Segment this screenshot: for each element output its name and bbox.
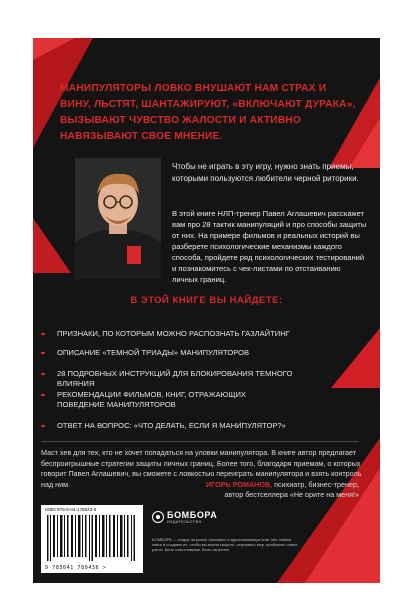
author-bestseller: автор бестселлера «Не орите на меня!» bbox=[224, 490, 359, 499]
barcode-digits: 9 785041 789436 > bbox=[45, 565, 107, 571]
section-title: В ЭТОЙ КНИГЕ ВЫ НАЙДЕТЕ: bbox=[130, 295, 283, 306]
publisher-logo bbox=[167, 510, 217, 524]
isbn-text: ISBN 978-5-04-178943-6 bbox=[45, 507, 97, 512]
publisher-note: БОМБОРА — лидер на рынке полезных и вдохновляющих книг. Мы любим книги и создаем их, чтобы вы могли творить, открывать мир, пробовать новое, расти. Быть счастливыми. Быть на волне. bbox=[152, 537, 299, 553]
triangle-left-middle bbox=[33, 218, 71, 273]
review-quote: Маст хев для тех, кто не хочет попадаться на уловки манипулятора. В книге автор предлагает беспроигрышные стратегии защиты личных границ. Более того, благодаря приемам, о которых говорит Павел Аглашевич, вы сможете с ловкостью переиграть манипулятора и взять контроль над ним. bbox=[41, 448, 362, 489]
list-item: ОТВЕТ НА ВОПРОС: «ЧТО ДЕЛАТЬ, ЕСЛИ Я МАНИПУЛЯТОР?» bbox=[41, 421, 301, 431]
shirt-print bbox=[127, 246, 141, 264]
author-name: ИГОРЬ РОМАНОВ, bbox=[206, 480, 273, 489]
list-item: ОПИСАНИЕ «ТЕМНОЙ ТРИАДЫ» МАНИПУЛЯТОРОВ bbox=[41, 348, 301, 358]
intro-text: Чтобы не играть в эту игру, нужно знать приемы, которыми пользуются любители черной риторики. bbox=[172, 162, 359, 183]
back-cover bbox=[33, 38, 380, 583]
shirt-shape bbox=[75, 230, 161, 279]
publisher-sub: ИЗДАТЕЛЬСТВО bbox=[167, 520, 202, 524]
lead-paragraph: МАНИПУЛЯТОРЫ ЛОВКО ВНУШАЮТ НАМ СТРАХ И ВИНУ, ЛЬСТЯТ, ШАНТАЖИРУЮТ, «ВКЛЮЧАЮТ ДУРАКА», ВЫЗЫВАЮТ ЧУВСТВО ЖАЛОСТИ И АКТИВНО НАВЯЗЫВАЮТ СВОЕ МНЕНИЕ. bbox=[60, 83, 356, 142]
divider bbox=[41, 441, 359, 442]
author-photo bbox=[75, 158, 161, 279]
list-item: РЕКОМЕНДАЦИИ ФИЛЬМОВ, КНИГ, ОТРАЖАЮЩИХ ПОВЕДЕНИЕ МАНИПУЛЯТОРОВ bbox=[41, 390, 261, 410]
review-author bbox=[173, 480, 359, 500]
description-text: В этой книге НЛП-тренер Павел Аглашевич расскажет вам про 28 тактик манипуляций и про способы защиты от них. На примере фильмов и реальных историй вы разберете психологические механизмы каждого способа, пройдете ряд психологических тестирований и познакомитесь с чек-листами по отстаиванию личных границ. bbox=[172, 209, 367, 284]
list-item: 28 ПОДРОБНЫХ ИНСТРУКЦИЙ ДЛЯ БЛОКИРОВАНИЯ ТЕМНОГО ВЛИЯНИЯ bbox=[41, 369, 301, 389]
list-item: ПРИЗНАКИ, ПО КОТОРЫМ МОЖНО РАСПОЗНАТЬ ГАЗЛАЙТИНГ bbox=[41, 329, 301, 339]
author-role: психиатр, бизнес-тренер, bbox=[272, 480, 359, 489]
triangle-right-middle bbox=[331, 328, 380, 388]
publisher-brand: БОМБОРА bbox=[167, 510, 218, 520]
bombora-logo-icon bbox=[152, 511, 164, 523]
barcode bbox=[41, 505, 143, 573]
barcode-icon bbox=[47, 515, 137, 561]
